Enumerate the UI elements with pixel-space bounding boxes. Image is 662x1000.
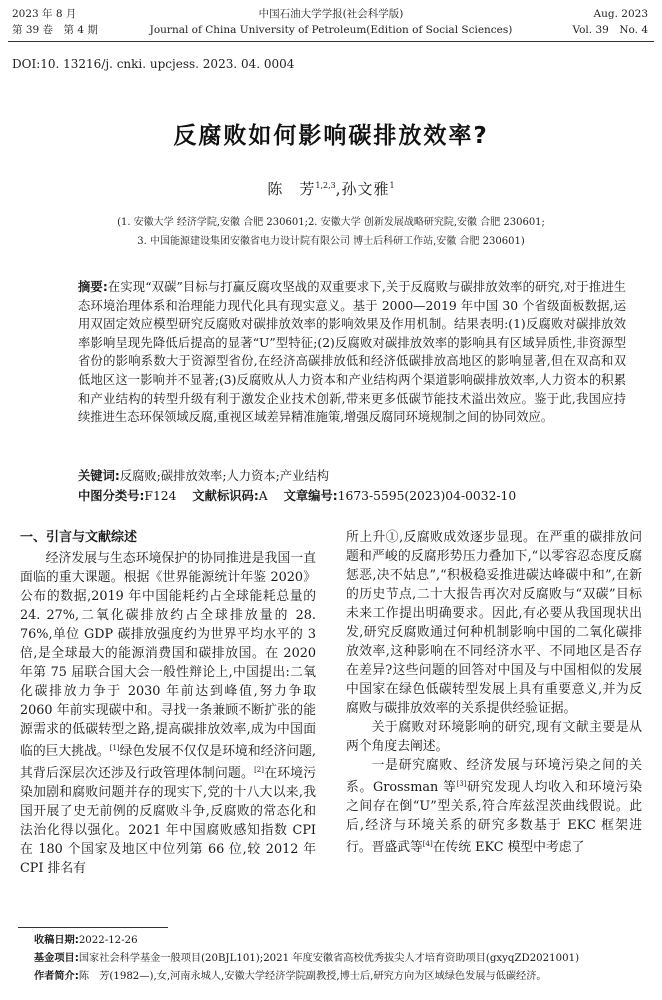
abstract-label: 摘要: [78, 280, 108, 294]
citation[interactable]: [4] [422, 840, 433, 848]
body-paragraph [346, 756, 642, 857]
citation[interactable]: [1] [109, 744, 120, 752]
issue-date: 2023 年 8 月 [12, 8, 77, 20]
running-header-center [0, 6, 662, 38]
author-line [0, 178, 662, 199]
doi: DOI:10. 13216/j. cnki. upcjess. 2023. 04. 0004 [12, 57, 295, 71]
body-text: 在环境污染加剧和腐败问题并存的现实下,党的十八大以来,我国开展了史无前例的反腐败斗争,反腐败的常态化和法治化得以强化。2021 年中国腐败感知指数 CPI 在 180 个国家及地区中位列第 66 位,较 2012 年 CPI 排名有 [20, 766, 317, 876]
doc-code-value: A [258, 489, 268, 503]
keywords-label: 关键词: [78, 469, 120, 483]
section-heading: 一、引言与文献综述 [20, 530, 138, 545]
footnote-label: 收稿日期: [34, 935, 79, 946]
citation[interactable]: [2] [254, 766, 264, 774]
citation[interactable]: [3] [456, 780, 467, 788]
footnote-received [34, 934, 654, 948]
running-header-right [572, 6, 648, 38]
body-text: 一是研究腐败、经济发展与环境污染之间的关系。Grossman 等 [346, 758, 642, 795]
article-number-value: 1673-5595(2023)04-0032-10 [337, 489, 517, 503]
footnote-value: 国家社会科学基金一般项目(20BJL101);2021 年度安徽省高校优秀拔尖人才培育资助项目(gxyqZD2021001) [78, 953, 580, 964]
keywords-text: 反腐败;碳排放效率;人力资本;产业结构 [119, 469, 329, 483]
abstract-text: 在实现“双碳”目标与打赢反腐攻坚战的双重要求下,关于反腐败与碳排放效率的研究,对于推进生态环境治理体系和治理能力现代化具有现实意义。基于 2000—2019 年中国 30 个省级面板数据,运用双固定效应模型研究反腐败对碳排放效率的影响效果及作用机制。结果表明:(1)反腐败对碳排放效率影响呈现先降低后提高的显著“U”型特征;(2)反腐败对碳排放效率的影响具有区域异质性,非资源型省份的影响系数大于资源型省份,在经济高碳排放低和经济低碳排放高地区的影响显著,但在双高和双低地区这一影响并不显著;(3)反腐败从人力资本和产业结构两个渠道影响碳排放效率,人力资本的积累和产业结构的转型升级有利于激发企业技术创新,带来更多低碳节能技术溢出效应。鉴于此,我国应持续推进生态环保领域反腐,重视区域差异精准施策,增强反腐同环境规制之间的协同效应。 [78, 280, 626, 425]
body-column-left [20, 528, 316, 878]
header-rule [8, 41, 654, 42]
body-paragraph: 所上升①,反腐败成效逐步显现。在严重的碳排放问题和严峻的反腐形势压力叠加下,“以零容忍态度反腐惩恶,决不姑息”,“积极稳妥推进碳达峰碳中和”,在新的历史节点,二十大报告再次对反腐败与“双碳”目标未来工作提出明确要求。因此,有必要从我国现状出发,研究反腐败通过何种机制影响中国的二氧化碳排放效率,这种影响在不同经济水平、不同地区是否存在差异?这些问题的回答对中国及与中国相似的发展中国家在绿色低碳转型发展上具有重要意义,并为反腐败与碳排放效率的关系提供经验证据。 [346, 530, 642, 716]
classification-line [78, 486, 626, 504]
keywords [78, 466, 329, 484]
footnote-label: 作者简介: [34, 971, 79, 982]
journal-name-cn: 中国石油大学学报(社会科学版) [258, 8, 404, 20]
paper-title: 反腐败如何影响碳排放效率? [173, 123, 489, 149]
article-number-label: 文章编号: [283, 489, 338, 503]
clc-label: 中图分类号: [78, 489, 145, 503]
author-name: 孙文雅 [341, 180, 390, 198]
footnote-label: 基金项目: [34, 953, 79, 964]
article-number [284, 489, 517, 503]
body-text: 在传统 EKC 模型中考虑了 [432, 840, 585, 855]
author-separator: , [335, 180, 342, 198]
footnote-rule [18, 927, 168, 928]
author-name: 陈 芳 [267, 180, 316, 198]
body-paragraph [20, 549, 316, 878]
issue-date-en: Aug. 2023 [593, 8, 648, 20]
volume-issue: 第 39 卷 第 4 期 [12, 24, 98, 36]
affiliation-line: 3. 中国能源建设集团安徽省电力设计院有限公司 博士后科研工作站,安徽 合肥 230601) [137, 236, 525, 247]
volume-issue-en: Vol. 39 No. 4 [572, 24, 648, 36]
footnote-value: 陈 芳(1982—),女,河南永城人,安徽大学经济学院副教授,博士后,研究方向为区域绿色发展与低碳经济。 [78, 971, 547, 982]
author-affiliation-marker: 1,2,3 [315, 181, 336, 190]
footnote-author [34, 970, 654, 984]
footnote-fund [34, 952, 654, 966]
affiliation-line: (1. 安徽大学 经济学院,安徽 合肥 230601;2. 安徽大学 创新发展战略研究院,安徽 合肥 230601; [117, 217, 545, 228]
clc-code [78, 489, 176, 503]
body-text: 经济发展与生态环境保护的协同推进是我国一直面临的重大课题。根据《世界能源统计年鉴 2020》公布的数据,2019 年中国能耗约占全球能耗总量的 24. 27%,二氧化碳排放约占全球排放量的 28. 76%,单位 GDP 碳排放强度约为世界平均水平的 3 倍,是全球最大的能源消费国和碳排放国。在 2020 年第 75 届联合国大会一般性辩论上,中国提出:二氧化碳排放力争于 2030 年前达到峰值,努力争取 2060 年前实现碳中和。寻找一条兼顾不断扩张的能源需求的低碳转型之路,提高碳排放效率,成为中国面临的巨大挑战。 [20, 551, 316, 759]
doc-code-label: 文献标识码: [192, 489, 259, 503]
doc-code [192, 489, 267, 503]
author-affiliation-marker: 1 [389, 181, 395, 190]
body-text: 绿色发展不仅仅是环境和经济问题,其背后深层次还涉及行政管理体制问题。 [20, 744, 317, 781]
clc-value: F124 [144, 489, 177, 503]
body-paragraph: 关于腐败对环境影响的研究,现有文献主要是从两个角度去阐述。 [346, 720, 642, 754]
journal-name-en: Journal of China University of Petroleum(Edition of Social Sciences) [149, 24, 513, 36]
abstract [78, 278, 626, 427]
footnote-value: 2022-12-26 [78, 935, 138, 946]
body-column-right [346, 528, 642, 857]
body-text: 研究发现人均收入和环境污染之间存在倒“U”型关系,符合库兹涅茨曲线假说。此后,经济与环境关系的研究多数基于 EKC 框架进行。晋盛武等 [346, 780, 642, 855]
